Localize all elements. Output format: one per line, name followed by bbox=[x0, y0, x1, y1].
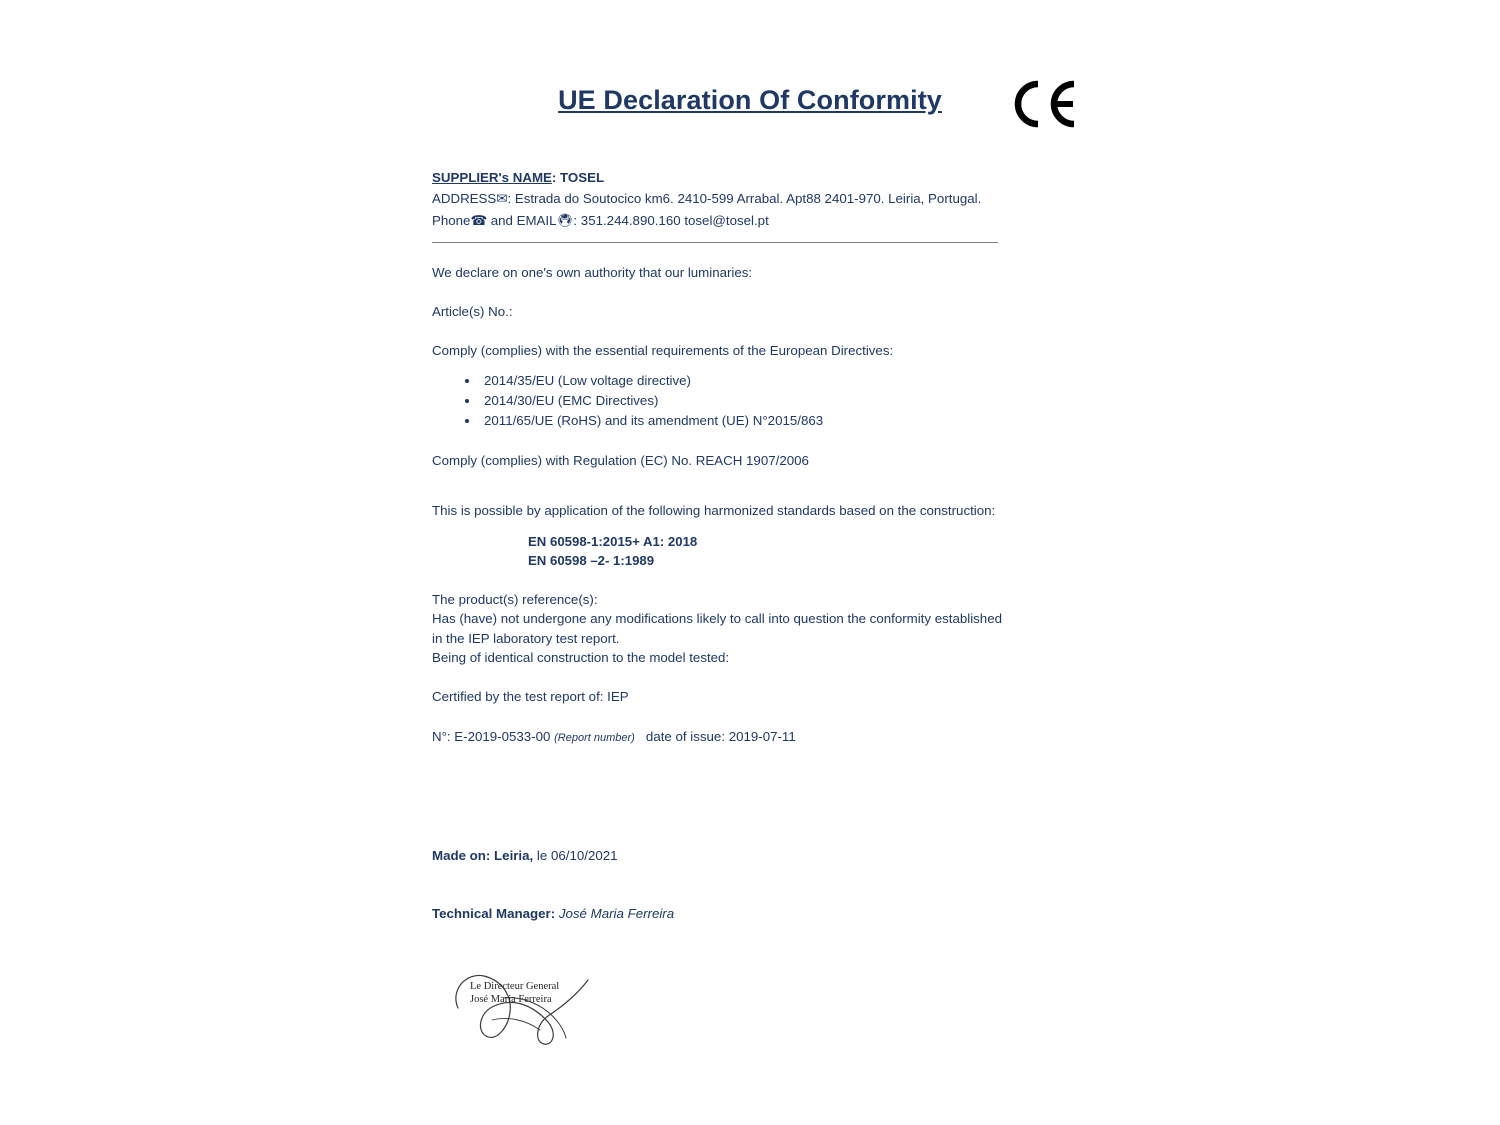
supplier-contact-line bbox=[432, 211, 1002, 230]
made-on-line bbox=[432, 848, 618, 863]
contact-value: : 351.244.890.160 tosel@tosel.pt bbox=[573, 212, 769, 228]
and-email-label: and EMAIL bbox=[487, 212, 557, 228]
page-title: UE Declaration Of Conformity bbox=[558, 85, 942, 115]
reach-text: Comply (complies) with Regulation (EC) No. REACH 1907/2006 bbox=[432, 453, 809, 469]
technical-manager-name: José Maria Ferreira bbox=[555, 906, 675, 921]
list-item: • 2011/65/UE (RoHS) and its amendment (UE) N°2015/863 bbox=[480, 411, 1002, 430]
list-item: • 2014/35/EU (Low voltage directive) bbox=[480, 371, 1002, 390]
document-body bbox=[432, 168, 1002, 746]
product-reference-label: The product(s) reference(s): bbox=[432, 592, 598, 608]
directives-list bbox=[432, 371, 1002, 431]
phone-label: Phone bbox=[432, 212, 471, 228]
address-label: ADDRESS bbox=[432, 191, 497, 207]
standards-list bbox=[432, 532, 1002, 570]
comply-intro-text: Comply (complies) with the essential requirements of the European Directives: bbox=[432, 343, 894, 359]
signature-image bbox=[448, 950, 628, 1070]
technical-manager-line bbox=[432, 906, 674, 921]
envelope-icon: ✉ bbox=[496, 191, 508, 207]
date-of-issue: date of issue: 2019-07-11 bbox=[645, 728, 796, 744]
supplier-name-value: TOSEL bbox=[560, 170, 605, 185]
harmonized-intro-text: This is possible by application of the following harmonized standards based on the construction: bbox=[432, 502, 996, 518]
signature-line-2: José Maria Ferreira bbox=[470, 994, 552, 1006]
report-number-line bbox=[432, 707, 1002, 747]
product-reference-block bbox=[432, 570, 1002, 667]
list-item: • 2014/30/EU (EMC Directives) bbox=[480, 391, 1002, 410]
no-modifications-text: Has (have) not undergone any modifications likely to call into question the conformity established in the IEP laboratory test report. bbox=[432, 611, 1002, 646]
made-on-value: le 06/10/2021 bbox=[533, 848, 618, 863]
supplier-name-label: SUPPLIER's NAME bbox=[432, 170, 552, 185]
signature-line-1: Le Directeur General bbox=[470, 981, 560, 992]
address-value: : Estrada do Soutocico km6. 2410-599 Arrabal. Apt88 2401-970. Leiria, Portugal. bbox=[507, 191, 982, 207]
identical-construction-text: Being of identical construction to the model tested: bbox=[432, 650, 730, 665]
standard-item: EN 60598 –2- 1:1989 bbox=[528, 553, 655, 569]
ce-mark-icon bbox=[1008, 80, 1078, 128]
articles-label: Article(s) No.: bbox=[432, 304, 513, 320]
signature-caption bbox=[470, 980, 559, 1006]
supplier-address-line bbox=[432, 189, 1002, 208]
telephone-icon: ☎ bbox=[470, 212, 488, 228]
report-number-note: (Report number) bbox=[554, 731, 635, 744]
technical-manager-label: Technical Manager: bbox=[432, 906, 556, 921]
standard-item: EN 60598-1:2015+ A1: 2018 bbox=[528, 533, 698, 549]
email-icon: 🖲 bbox=[556, 212, 574, 228]
certified-by-text: Certified by the test report of: IEP bbox=[432, 689, 629, 705]
report-number-label: N°: E-2019-0533-00 bbox=[432, 728, 551, 744]
supplier-name-line: SUPPLIER's NAME: TOSEL bbox=[432, 170, 605, 185]
declaration-text: We declare on one's own authority that our luminaries: bbox=[432, 264, 753, 280]
made-on-label: Made on: Leiria, bbox=[432, 848, 534, 863]
document-title-row bbox=[0, 85, 1500, 116]
